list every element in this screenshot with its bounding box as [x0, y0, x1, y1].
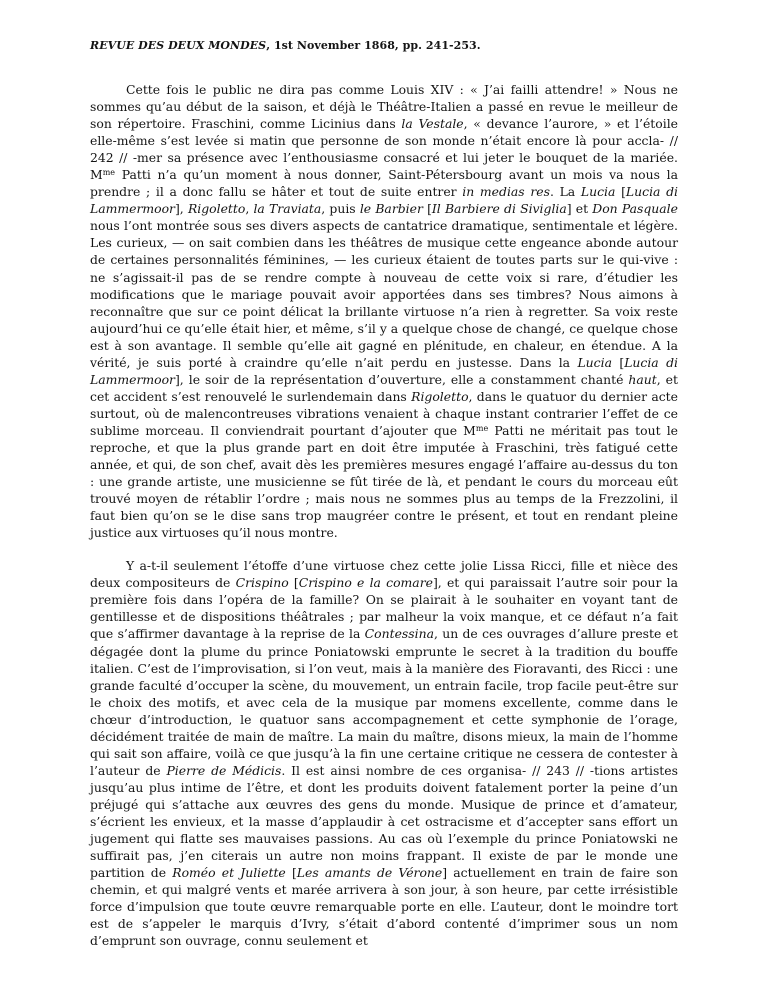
text-run: ], [174, 201, 188, 217]
citation-header [90, 39, 678, 53]
italic-text: Lucia [577, 354, 612, 370]
italic-text: Les amants de Vérone [296, 865, 443, 881]
italic-text: la Traviata [253, 201, 322, 217]
superscript-text: me [475, 423, 489, 433]
paragraph-1 [90, 81, 678, 541]
italic-text: Crispino e la comare [298, 575, 433, 591]
text-run: ] actuellement en train de faire son chemin, et qui malgré vents et marée arrivera à son jour, à son heure, par cette irrésistible force d’impulsion que toute œuvre remarquable porte en elle. L’auteur, dont le moindre tort est de s’appeler le marquis d’Ivry, s’était d’abord contenté d’imprimer sous un nom d’emprunt son ouvrage, connu seulement et [90, 865, 678, 949]
text-run: , [245, 201, 254, 217]
italic-text: Lucia [580, 184, 616, 200]
text-run: , puis [321, 201, 360, 217]
text-run: , et cet accident s’est renouvelé le surlendemain dans [90, 371, 678, 404]
italic-text: Lucia di Lammermoor [90, 354, 678, 387]
text-run: Y a-t-il seulement l’étoffe d’une virtuose chez cette jolie Lissa Ricci, fille et nièce des deux compositeurs de [90, 558, 678, 591]
text-run: ], le soir de la représentation d’ouverture, elle a constamment chanté [174, 371, 629, 387]
italic-text: Contessina [364, 626, 434, 642]
paragraph-2 [90, 557, 678, 949]
italic-text: le Barbier [359, 201, 423, 217]
text-run: [ [285, 865, 297, 881]
text-run: . La [549, 184, 581, 200]
italic-text: Pierre de Médicis [166, 762, 282, 778]
italic-text: Roméo et Juliette [172, 865, 286, 881]
text-run: ], et qui paraissait l’autre soir pour la première fois dans l’opéra de la famille? On se plairait à le souhaiter en voyant tant de gentillesse et de dispositions théâtrales ; par malheur la voix manque, et ce défaut n’a fait que s’affirmer davantage à la reprise de la [90, 575, 678, 642]
journal-title: REVUE DES DEUX MONDES [90, 39, 267, 52]
italic-text: Rigoletto [187, 201, 246, 217]
text-run: Patti n’a qu’un moment à nous donner, Saint-Pétersbourg avant un mois va nous la prendre ; il a donc fallu se hâter et tout de suite entrer [90, 167, 678, 200]
text-run: ] et [566, 201, 593, 217]
italic-text: la Vestale [401, 116, 464, 132]
text-run: [ [611, 354, 625, 370]
italic-text: Rigoletto [411, 388, 469, 404]
text-run: , un de ces ouvrages d’allure preste et dégagée dont la plume du prince Poniatowski emprunte le secret à la tradition du bouffe italien. C’est de l’improvisation, si l’on veut, mais à la manière des Fioravanti, des Ricci : une grande faculté d’occuper la scène, du mouvement, un entrain facile, trop facile peut-être sur le choix des motifs, et avec cela de la musique par momens excellente, comme dans le chœur d’introduction, le quatuor sans accompagnement et cette symphonie de l’orage, décidément traitée de main de maître. La main du maître, disons mieux, la main de l’homme qui sait son affaire, voilà ce que jusqu’à la fin une certaine critique ne cessera de contester à l’auteur de [90, 626, 678, 778]
text-run: [ [615, 184, 626, 200]
text-run: Patti ne méritait pas tout le reproche, et que la plus grande part en doit être imputée à Fraschini, très fatigué cette année, et qui, de son chef, avait dès les premières mesures engagé l’affaire au-dessus du ton : une grande artiste, une musicienne se fût tirée de là, et pendant le cours du morceau eût trouvé moyen de rétablir l’ordre ; mais nous ne sommes plus au temps de la Frezzolini, il faut bien qu’on se le dise sans trop maugréer contre le présent, et tout en rendant pleine justice aux virtuoses qu’il nous montre. [90, 422, 678, 541]
text-run: . Il est ainsi nombre de ces organisa- // 243 // -tions artistes jusqu’au plus intime de l’être, et dont les produits doivent fatalement porter la peine d’un préjugé qui s’attache aux œuvres des gens du monde. Musique de prince et d’amateur, s’écrient les envieux, et la masse d’applaudir à cet ostracisme et d’accepter sans effort un jugement qui flatte ses mauvaises passions. Au cas où l’exemple du prince Poniatowski ne suffirait pas, j’en citerais un autre non moins frappant. Il existe de par le monde une partition de [90, 762, 678, 881]
text-run: , « devance l’aurore, » et l’étoile elle-même s’est levée si matin que personne de son monde n’était encore là pour accla- // 242 // -mer sa présence avec l’enthousiasme consacré et lui jeter le bouquet de la mariée. M [90, 116, 679, 183]
text-run: [ [288, 575, 299, 591]
italic-text: in medias res [462, 184, 550, 200]
italic-text: Il Barbiere di Siviglia [431, 201, 567, 217]
italic-text: Crispino [235, 575, 289, 591]
citation-details: , 1st November 1868, pp. 241-253. [266, 39, 481, 52]
text-run: [ [422, 201, 432, 217]
italic-text: Don Pasquale [592, 201, 678, 217]
text-run: nous l’ont montrée sous ses divers aspects de cantatrice dramatique, sentimentale et légère. Les curieux, — on sait combien dans les théâtres de musique cette engeance abonde autour de certaines personnalités féminines, — les curieux étaient de toutes parts sur le qui-vive : ne s’agissait-il pas de se rendre compte à nouveau de cette voix si rare, d’étudier les modifications que le mariage pouvait avoir apportées dans ses timbres? Nous aimons à reconnaître que sur ce point délicat la brillante virtuose n’a rien à regretter. Sa voix reste aujourd’hui ce qu’elle était hier, et même, s’il y a quelque chose de changé, ce quelque chose est à son avantage. Il semble qu’elle ait gagné en plénitude, en chaleur, en étendue. A la vérité, je suis porté à craindre qu’elle n’ait perdu en justesse. Dans la [90, 218, 678, 370]
italic-text: haut [628, 371, 657, 387]
italic-text: Lucia di Lammermoor [90, 184, 678, 217]
text-run: Cette fois le public ne dira pas comme Louis XIV : « J’ai failli attendre! » Nous ne sommes qu’au début de la saison, et déjà le Théâtre-Italien a passé en revue le meilleur de son répertoire. Fraschini, comme Licinius dans [90, 82, 678, 132]
superscript-text: me [102, 168, 116, 178]
text-run: , dans le quatuor du dernier acte surtout, où de malencontreuses vibrations venaient à chaque instant contrarier l’effet de ce sublime morceau. Il conviendrait pourtant d’ajouter que M [90, 388, 678, 438]
